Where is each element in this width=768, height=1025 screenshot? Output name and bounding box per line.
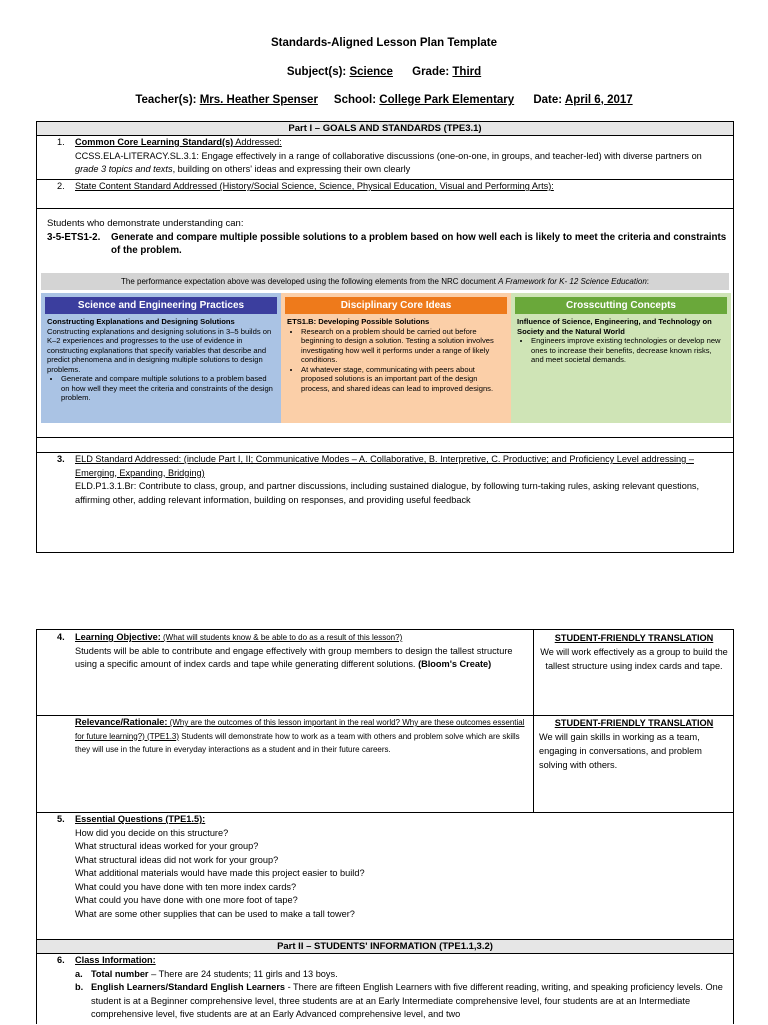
subject-label: Subject(s): [286,66,347,78]
total-number-item [75,968,727,982]
practices-body: Constructing explanations and designing solutions in 3–5 builds on K–2 experiences and progresses to the use of evidence in constructing explanations that specify variables that describe and predict phenomena and in designing multiple solutions to design problems. [47,326,272,374]
relevance-sft [539,716,729,772]
item-number: 6. [57,955,65,965]
state-standard-heading: State Content Standard Addressed (History/Social Science, Science, Physical Education, Visual and Performing Arts): [75,181,554,191]
question: How did you decide on this structure? [75,827,229,838]
divider [37,437,733,438]
column-divider [533,630,534,812]
objectives-table [36,629,734,1024]
ngss-intro: Students who demonstrate understanding can: [47,218,244,229]
question: What structural ideas did not work for your group? [75,854,279,865]
english-learners-label: English Learners/Standard English Learners [91,982,286,992]
date-value: April 6, 2017 [564,94,633,106]
item-number: 3. [57,454,65,464]
ccc-subheading: Influence of Science, Engineering, and Technology on Society and the Natural World [517,317,712,336]
essential-questions-row [37,813,733,938]
list-marker: a. [75,968,83,979]
sft-heading: STUDENT-FRIENDLY TRANSLATION [554,718,714,728]
item-number: 2. [57,181,65,191]
standard-2-row [37,180,733,208]
objective-hint: (What will students know & be able to do as a result of this lesson?) [160,633,403,642]
standard-1-row [37,136,733,178]
relevance-row [37,716,733,811]
practices-subheading: Constructing Explanations and Designing Solutions [47,317,235,326]
learning-objective-row [37,630,733,715]
teacher-school-date-line [0,94,768,106]
dci-column [281,293,511,423]
banner-text: The performance expectation above was developed using the following elements from the NRC document [121,277,499,286]
objective-text [75,645,530,672]
ccls-heading-suffix: Addressed: [233,137,282,147]
school-label: School: [333,94,377,106]
english-learners-text: - There are fifteen English Learners with five different reading, writing, and speaking proficiency levels. One student is at a Beginner comprehensive level, three students are at an Early Intermediate comprehensive level, four students are at an Intermediate comprehensive level, five students are at an Early Advanced comprehensive level, and two [91,982,723,1019]
essential-questions-heading: Essential Questions (TPE1.5): [75,814,206,824]
objective-heading: Learning Objective: [75,632,161,642]
part1-title: Part I – GOALS AND STANDARDS (TPE3.1) [37,122,733,136]
ngss-foundation-boxes [41,273,729,433]
ngss-excerpt [47,218,727,273]
dci-bullet-2: • At whatever stage, communicating with peers about proposed solutions is an important part of the design process, and shared ideas can lead to improved designs. [301,365,505,394]
dci-header: Disciplinary Core Ideas [285,297,507,314]
divider [37,208,733,209]
eld-standard-row [37,453,733,548]
question: What structural ideas worked for your group? [75,841,259,851]
ngss-code: 3-5-ETS1-2. [47,232,101,243]
ccls-text-b: , building on others' ideas and expressing their own clearly [172,164,411,174]
sft-text: We will gain skills in working as a team, engaging in conversations, and problem solving with others. [539,732,702,770]
part2-title: Part II – STUDENTS' INFORMATION (TPE1.1,3.2) [37,940,733,954]
date-label: Date: [533,94,563,106]
class-information-row [37,954,733,1025]
sft-heading: STUDENT-FRIENDLY TRANSLATION [554,633,714,643]
class-info-heading: Class Information: [75,955,156,965]
blooms-level: (Bloom's Create) [418,659,492,669]
teacher-value: Mrs. Heather Spenser [199,94,318,106]
item-number: 1. [57,137,65,147]
ccc-bullet: • Engineers improve existing technologies or develop new ones to increase their benefits, decrease known risks, and meet societal demands. [531,336,725,365]
total-number-text: – There are 24 students; 11 girls and 13 boys. [148,968,338,979]
item-number: 4. [57,632,65,642]
ccc-column [511,293,731,423]
ccls-text-italic: grade 3 topics and texts [75,164,173,174]
school-value: College Park Elementary [379,94,515,106]
practices-header: Science and Engineering Practices [45,297,277,314]
dci-bullet-1: • Research on a problem should be carried out before beginning to design a solution. Testing a solution involves investigating how well it performs under a range of likely conditions. [301,327,505,365]
item-number: 5. [57,814,65,824]
objective-body: Students will be able to contribute and engage effectively with group members to design the tallest structure using a specific amount of index cards and tape while generating different solutions. [75,645,513,669]
dci-subheading: ETS1.B: Developing Possible Solutions [287,317,430,326]
banner-suffix: : [646,277,649,286]
practices-column [41,293,281,423]
ccc-header: Crosscutting Concepts [515,297,727,314]
banner-italic: A Framework for K- 12 Science Education [498,277,647,286]
question: What could you have done with one more foot of tape? [75,895,298,905]
practices-bullet: • Generate and compare multiple solutions to a problem based on how well they meet the criteria and constraints of the design problem. [61,374,275,403]
relevance-hint: (Why are the outcomes of this lesson important in the real world? Why are these outcomes essential for future learning?) (TPE1.3) [75,718,525,741]
objective-sft [539,631,729,673]
question: What additional materials would have made this project easier to build? [75,868,365,878]
page-title: Standards-Aligned Lesson Plan Template [271,37,497,49]
list-marker: b. [75,982,84,992]
question: What could you have done with ten more index cards? [75,881,297,892]
ccls-text-a: CCSS.ELA-LITERACY.SL.3.1: Engage effectively in a range of collaborative discussions (one-on-one, in groups, and teacher-led) with diverse partners on [75,150,702,161]
eld-text: ELD.P1.3.1.Br: Contribute to class, group, and partner discussions, including sustained dialogue, by following turn-taking rules, asking relevant questions, affirming other, adding relevant information, building on responses, and providing useful feedback [75,481,700,505]
eld-heading: ELD Standard Addressed: (include Part I, II; Communicative Modes – A. Collaborative, B. Interpretive, C. Productive; and Proficiency Level addressing – Emerging, Expanding, Bridging) [75,454,694,478]
relevance-text: Students will demonstrate how to work as a team with others and problem solve which are skills they will use in the future in everyday interactions as a student and in their future careers. [75,731,520,754]
subject-grade-line [0,66,768,78]
ccls-heading: Common Core Learning Standard(s) [75,137,234,147]
relevance-heading: Relevance/Rationale: [75,717,168,727]
subject-value: Science [349,66,393,78]
ngss-performance-expectation: Generate and compare multiple possible solutions to a problem based on how well each is likely to meet the criteria and constraints of the problem. [111,232,727,256]
english-learners-item [75,981,727,1022]
sft-text: We will work effectively as a group to build the tallest structure using index cards and tape. [540,647,728,671]
teacher-label: Teacher(s): [135,94,197,106]
total-number-label: Total number [91,968,149,979]
grade-label: Grade: [412,66,450,78]
part1-table [36,121,734,553]
grade-value: Third [452,66,482,78]
question: What are some other supplies that can be used to make a tall tower? [75,908,355,919]
